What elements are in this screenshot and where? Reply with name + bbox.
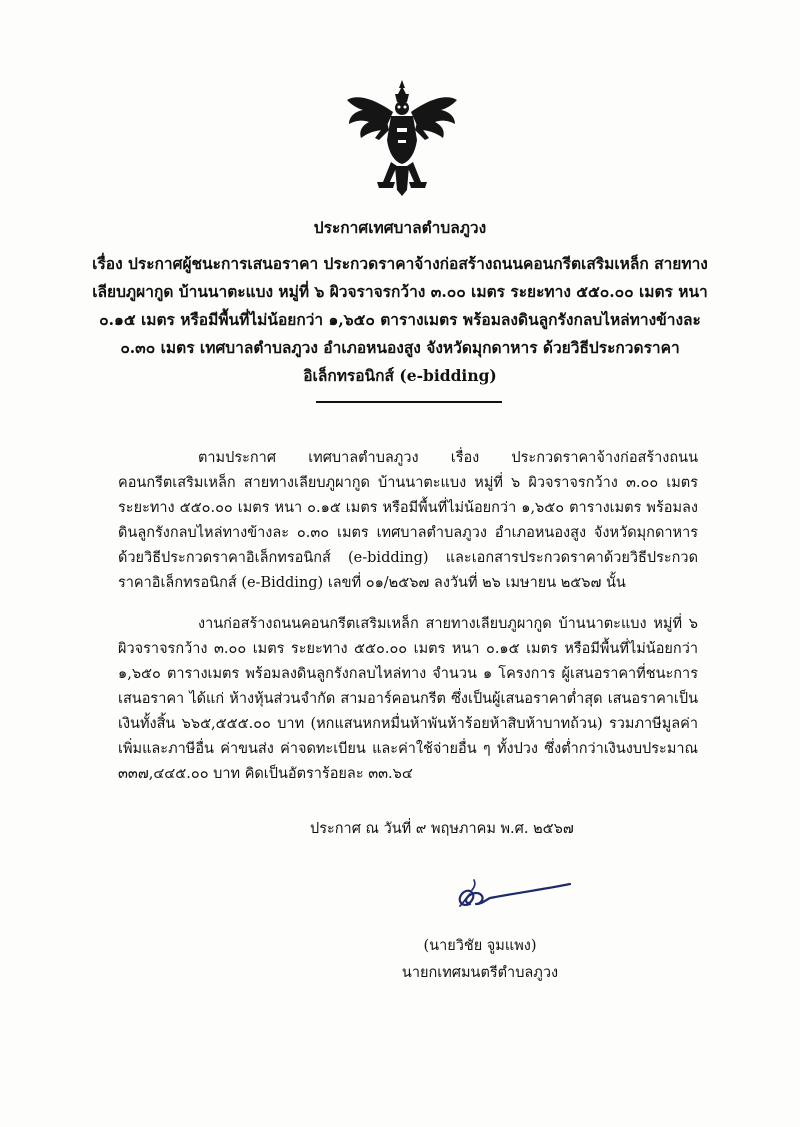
body-paragraph-1: ตามประกาศ เทศบาลตำบลภูวง เรื่อง ประกวดราคาจ้างก่อสร้างถนนคอนกรีตเสริมเหล็ก สายทางเลียบภูผากูด บ้านนาตะแบง หมู่ที่ ๖ ผิวจราจรกว้าง ๓.๐๐ เมตร ระยะทาง ๕๕๐.๐๐ เมตร หนา ๐.๑๕ เมตร หรือมีพื้นที่ไม่น้อยกว่า ๑,๖๕๐ ตารางเมตร พร้อมลงดินลูกรังกลบไหล่ทางข้างละ ๐.๓๐ เมตร เทศบาลตำบลภูวง อำเภอหนองสูง จังหวัดมุกดาหาร ด้วยวิธีประกวดราคาอิเล็กทรอนิกส์ (e-bidding) และเอกสารประกวดราคาด้วยวิธีประกวดราคาอิเล็กทรอนิกส์ (e-Bidding) เลขที่ ๐๑/๒๕๖๗ ลงวันที่ ๒๖ เมษายน ๒๕๖๗ นั้น (118, 450, 698, 591)
divider-line (316, 401, 502, 403)
signer-name: (นายวิชัย จูมแพง) (423, 938, 537, 954)
subject-heading: เรื่อง ประกาศผู้ชนะการเสนอราคา ประกวดราคาจ้างก่อสร้างถนนคอนกรีตเสริมเหล็ก สายทางเลียบภูผากูด บ้านนาตะแบง หมู่ที่ ๖ ผิวจราจรกว้าง ๓.๐๐ เมตร ระยะทาง ๕๕๐.๐๐ เมตร หนา ๐.๑๕ เมตร หรือมีพื้นที่ไม่น้อยกว่า ๑,๖๕๐ ตารางเมตร พร้อมลงดินลูกรังกลบไหล่ทางข้างละ ๐.๓๐ เมตร เทศบาลตำบลภูวง อำเภอหนองสูง จังหวัดมุกดาหาร ด้วยวิธีประกวดราคาอิเล็กทรอนิกส์ (e-bidding) (92, 254, 708, 385)
body-paragraph-2: งานก่อสร้างถนนคอนกรีตเสริมเหล็ก สายทางเลียบภูผากูด บ้านนาตะแบง หมู่ที่ ๖ ผิวจราจรกว้าง ๓.๐๐ เมตร ระยะทาง ๕๕๐.๐๐ เมตร หนา ๐.๑๕ เมตร หรือมีพื้นที่ไม่น้อยกว่า ๑,๖๕๐ ตารางเมตร พร้อมลงดินลูกรังกลบไหล่ทาง จำนวน ๑ โครงการ ผู้เสนอราคาที่ชนะการเสนอราคา ได้แก่ ห้างหุ้นส่วนจำกัด สามอาร์คอนกรีต ซึ่งเป็นผู้เสนอราคาต่ำสุด เสนอราคาเป็นเงินทั้งสิ้น ๖๖๕,๕๕๕.๐๐ บาท (หกแสนหกหมื่นห้าพันห้าร้อยห้าสิบห้าบาทถ้วน) รวมภาษีมูลค่าเพิ่มและภาษีอื่น ค่าขนส่ง ค่าจดทะเบียน และค่าใช้จ่ายอื่น ๆ ทั้งปวง ซึ่งต่ำกว่าเงินงบประมาณ ๓๓๗,๔๔๕.๐๐ บาท คิดเป็นอัตราร้อยละ ๓๓.๖๔ (118, 616, 698, 782)
garuda-emblem-icon (343, 78, 461, 198)
signer-title: นายกเทศมนตรีตำบลภูวง (401, 965, 559, 981)
office-heading: ประกาศเทศบาลตำบลภูวง (313, 218, 487, 237)
announcement-date: ประกาศ ณ วันที่ ๙ พฤษภาคม พ.ศ. ๒๕๖๗ (310, 821, 574, 837)
handwritten-signature (430, 874, 580, 918)
